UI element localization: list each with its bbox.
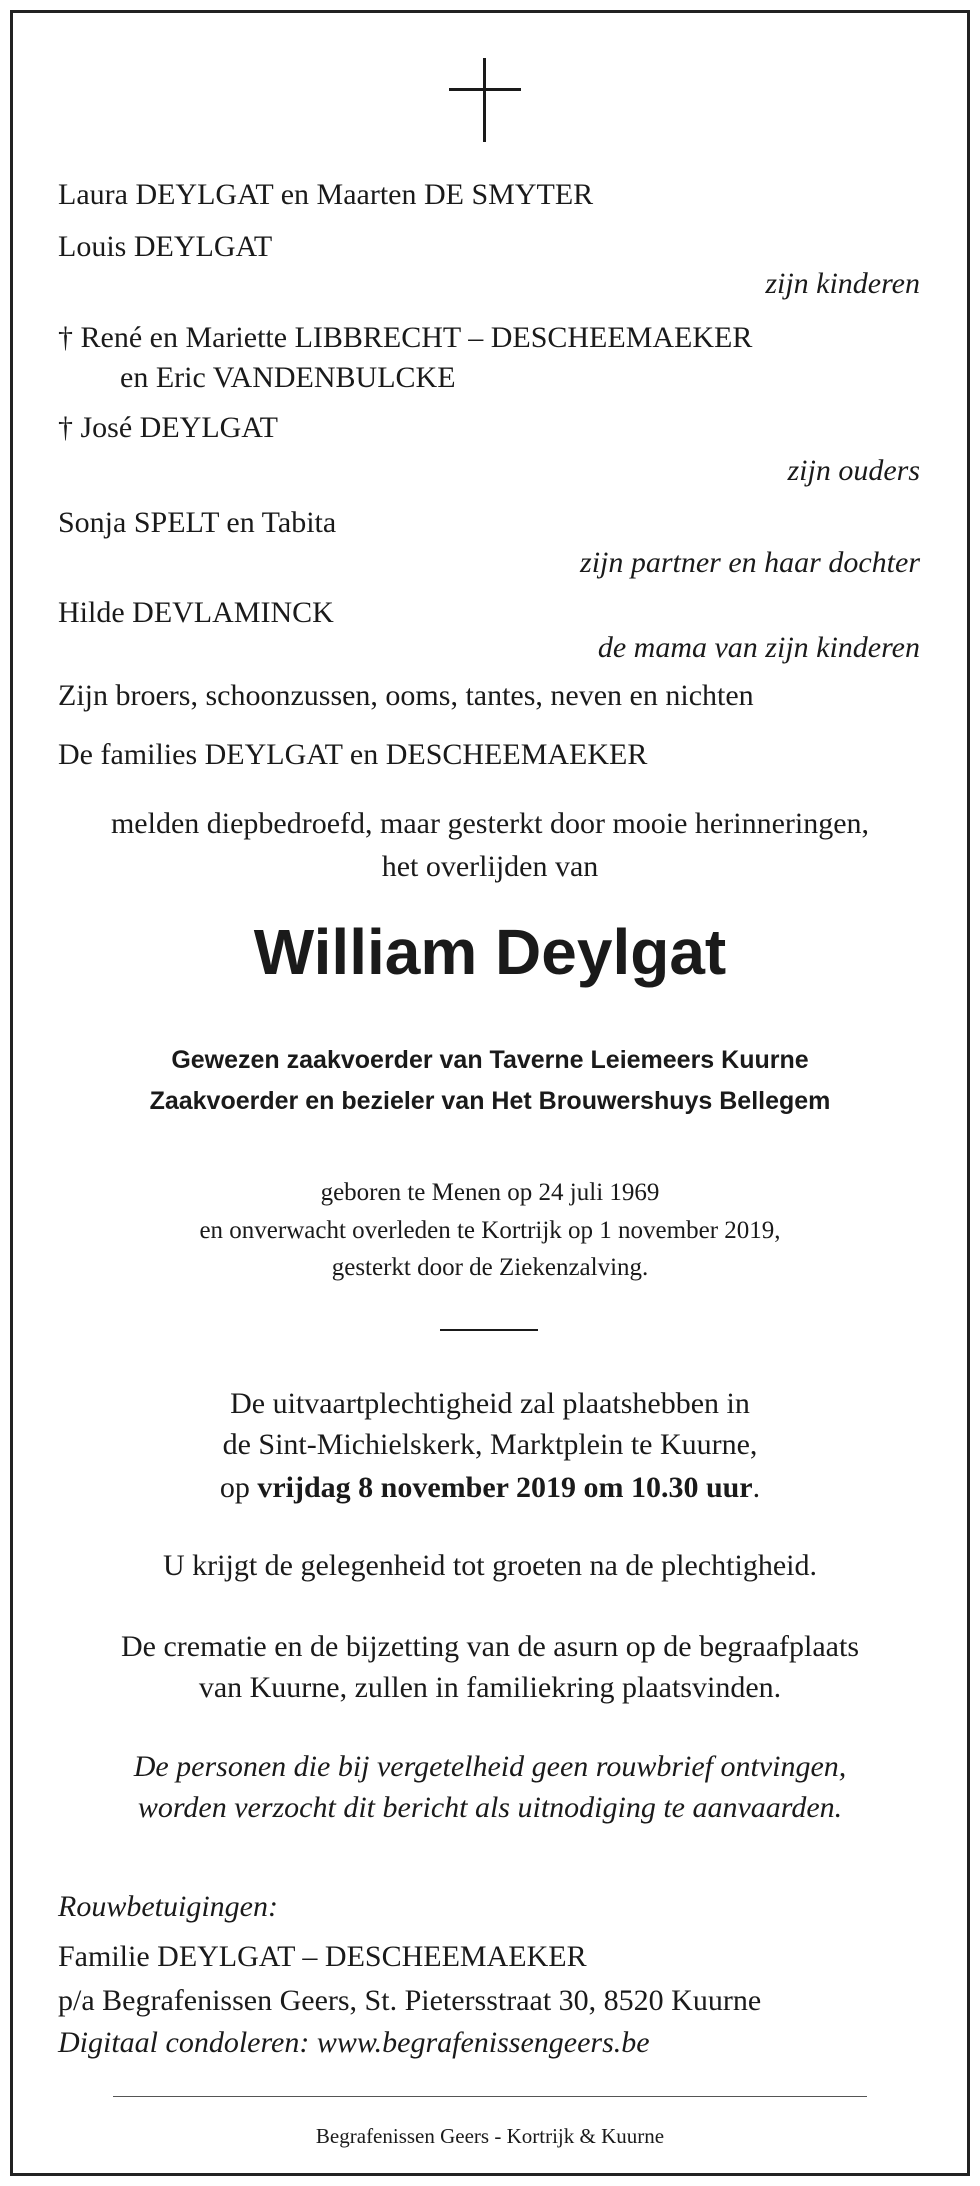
death-line: en onverwacht overleden te Kortrijk op 1 november 2019, <box>199 1217 781 1244</box>
partner-role: zijn partner en haar dochter <box>580 546 920 579</box>
children-line-1: Laura DEYLGAT en Maarten DE SMYTER <box>58 178 594 211</box>
deceased-role-2: Zaakvoerder en bezieler van Het Brouwershuys Bellegem <box>149 1087 831 1115</box>
families-line: De families DEYLGAT en DESCHEEMAEKER <box>58 738 648 771</box>
announcement-line-2: het overlijden van <box>381 850 599 883</box>
condolences-address: p/a Begrafenissen Geers, St. Pietersstraat 30, 8520 Kuurne <box>58 1984 762 2017</box>
greeting-line: U krijgt de gelegenheid tot groeten na de plechtigheid. <box>163 1549 817 1582</box>
mother-line: Hilde DEVLAMINCK <box>58 596 334 629</box>
deceased-role-1: Gewezen zaakvoerder van Taverne Leiemeers Kuurne <box>171 1046 809 1074</box>
footer-undertaker: Begrafenissen Geers - Kortrijk & Kuurne <box>315 2124 665 2148</box>
ceremony-line-2: de Sint-Michielskerk, Marktplein te Kuurne, <box>222 1428 758 1461</box>
section-divider <box>440 1329 538 1331</box>
parents-names-1: René en Mariette LIBBRECHT – DESCHEEMAEKER <box>80 321 753 354</box>
parents-role: zijn ouders <box>787 454 920 487</box>
cremation-line-2: van Kuurne, zullen in familiekring plaatsvinden. <box>198 1671 782 1704</box>
parents-line-1b: en Eric VANDENBULCKE <box>120 361 456 394</box>
children-line-2: Louis DEYLGAT <box>58 230 273 263</box>
ceremony-prefix: op <box>219 1471 250 1504</box>
condolences-heading: Rouwbetuigingen: <box>58 1890 278 1923</box>
children-role: zijn kinderen <box>765 267 920 300</box>
notice-line-1: De personen die bij vergetelheid geen rouwbrief ontvingen, <box>133 1750 847 1783</box>
ceremony-datetime: vrijdag 8 november 2019 om 10.30 uur <box>257 1471 753 1504</box>
birth-line: geboren te Menen op 24 juli 1969 <box>320 1179 660 1206</box>
ceremony-line-3 <box>0 1470 980 1506</box>
parents-names-2: José DEYLGAT <box>80 411 278 444</box>
partner-line: Sonja SPELT en Tabita <box>58 506 337 539</box>
mother-role: de mama van zijn kinderen <box>597 631 920 664</box>
condolences-online: Digitaal condoleren: www.begrafenissengeers.be <box>58 2026 650 2059</box>
parents-line-1 <box>58 320 752 356</box>
deceased-name: William Deylgat <box>253 916 727 988</box>
sacrament-line: gesterkt door de Ziekenzalving. <box>331 1254 649 1281</box>
parents-line-2 <box>58 410 278 446</box>
announcement-line-1: melden diepbedroefd, maar gesterkt door mooie herinneringen, <box>110 807 870 840</box>
ceremony-line-1: De uitvaartplechtigheid zal plaatshebben in <box>230 1387 750 1420</box>
cross-icon <box>449 58 521 142</box>
deceased-cross-icon: † <box>58 411 73 444</box>
footer-divider <box>113 2096 867 2097</box>
siblings-line: Zijn broers, schoonzussen, ooms, tantes, neven en nichten <box>58 679 754 712</box>
deceased-cross-icon: † <box>58 321 73 354</box>
notice-line-2: worden verzocht dit bericht als uitnodiging te aanvaarden. <box>137 1791 843 1824</box>
cremation-line-1: De crematie en de bijzetting van de asurn op de begraafplaats <box>120 1630 859 1663</box>
ceremony-suffix: . <box>752 1471 761 1504</box>
condolences-family: Familie DEYLGAT – DESCHEEMAEKER <box>58 1940 587 1973</box>
